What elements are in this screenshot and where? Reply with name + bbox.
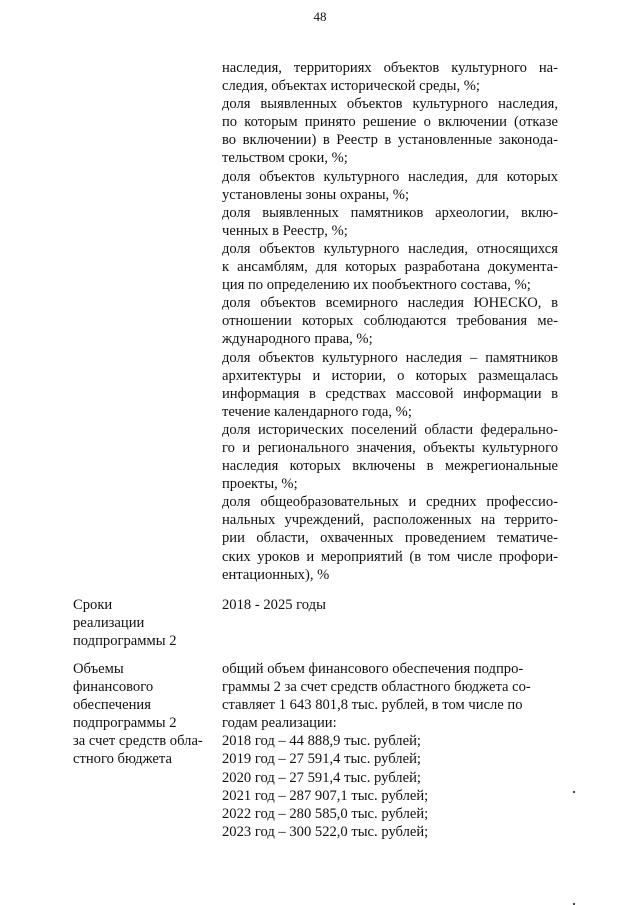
funding-value-line: 2019 год – 27 591,4 тыс. рублей; [222, 751, 421, 768]
indicator-line: информация в средствах массовой информации в [222, 385, 558, 402]
indicator-line: го и регионального значения, объекты культурного [222, 439, 558, 456]
funding-value-line: ставляет 1 643 801,8 тыс. рублей, в том числе по [222, 697, 523, 714]
indicator-line: ских уроков и мероприятий (в том числе профори- [222, 548, 558, 565]
funding-value-line: граммы 2 за счет средств областного бюджета со- [222, 679, 531, 696]
indicator-line: наследия, территориях объектов культурного на- [222, 60, 558, 76]
terms-label [73, 596, 177, 650]
funding-label-line: за счет средств обла- [73, 733, 203, 750]
funding-value-line: 2022 год – 280 585,0 тыс. рублей; [222, 805, 429, 822]
indicator-line: рии области, охваченных проведением тематиче- [222, 530, 558, 547]
indicator-line: к ансамблям, для которых разработана документа- [222, 259, 558, 276]
indicator-line: ентационных), % [222, 566, 330, 583]
indicator-line: ченных в Реестр, %; [222, 222, 348, 239]
indicator-line: доля выявленных памятников археологии, вклю- [222, 204, 558, 221]
funding-label-line: обеспечения [73, 697, 151, 714]
terms-label-line: подпрограммы 2 [73, 633, 177, 650]
indicator-line: во включении) в Реестр в установленные законода- [222, 132, 558, 149]
indicator-line: доля объектов культурного наследия, относящихся [222, 240, 558, 257]
funding-value-line: общий объем финансового обеспечения подпро- [222, 661, 524, 677]
funding-value [222, 660, 558, 841]
funding-value-line: годам реализации: [222, 715, 337, 732]
indicator-line: доля исторических поселений области федерально- [222, 421, 558, 438]
funding-value-line: 2023 год – 300 522,0 тыс. рублей; [222, 823, 429, 840]
funding-value-line: 2018 год – 44 888,9 тыс. рублей; [222, 733, 421, 750]
indicator-line: доля объектов всемирного наследия ЮНЕСКО, в [222, 295, 558, 312]
indicator-line: архитектуры и истории, о которых размещалась [222, 367, 558, 384]
indicator-line: проекты, %; [222, 476, 298, 493]
funding-value-line: 2020 год – 27 591,4 тыс. рублей; [222, 769, 421, 786]
funding-value-line: 2021 год – 287 907,1 тыс. рублей; [222, 787, 429, 804]
indicator-line: наследия которых включены в межрегиональные [222, 458, 558, 475]
funding-label-line: Объемы [73, 661, 124, 677]
indicator-line: доля выявленных объектов культурного наследия, [222, 96, 558, 113]
indicator-line: нальных учреждений, расположенных на террито- [222, 512, 558, 529]
indicator-line: доля объектов культурного наследия, для которых [222, 168, 558, 185]
indicator-line: установлены зоны охраны, %; [222, 186, 410, 203]
terms-value: 2018 - 2025 годы [222, 597, 326, 613]
terms-label-line: Сроки [73, 597, 113, 613]
indicators-text-block [222, 59, 558, 584]
indicator-line: тельством сроки, %; [222, 150, 348, 167]
indicator-line: ция по определению их пообъектного состава, %; [222, 277, 531, 294]
funding-label-line: подпрограммы 2 [73, 715, 177, 732]
indicator-line: следия, объектах исторической среды, %; [222, 78, 480, 95]
funding-label-line: финансового [73, 679, 154, 696]
terms-label-line: реализации [73, 615, 145, 632]
funding-label [73, 660, 203, 769]
scan-mark [573, 791, 575, 793]
page-number: 48 [313, 9, 327, 24]
indicator-line: течение календарного года, %; [222, 403, 412, 420]
indicator-line: доля общеобразовательных и средних профессио- [222, 494, 558, 511]
indicator-line: доля объектов культурного наследия – памятников [222, 349, 558, 366]
indicator-line: отношении которых соблюдаются требования ме- [222, 313, 558, 330]
indicator-line: ждународного права, %; [222, 331, 373, 348]
indicator-line: по которым принято решение о включении (отказе [222, 114, 558, 131]
funding-label-line: стного бюджета [73, 751, 172, 768]
